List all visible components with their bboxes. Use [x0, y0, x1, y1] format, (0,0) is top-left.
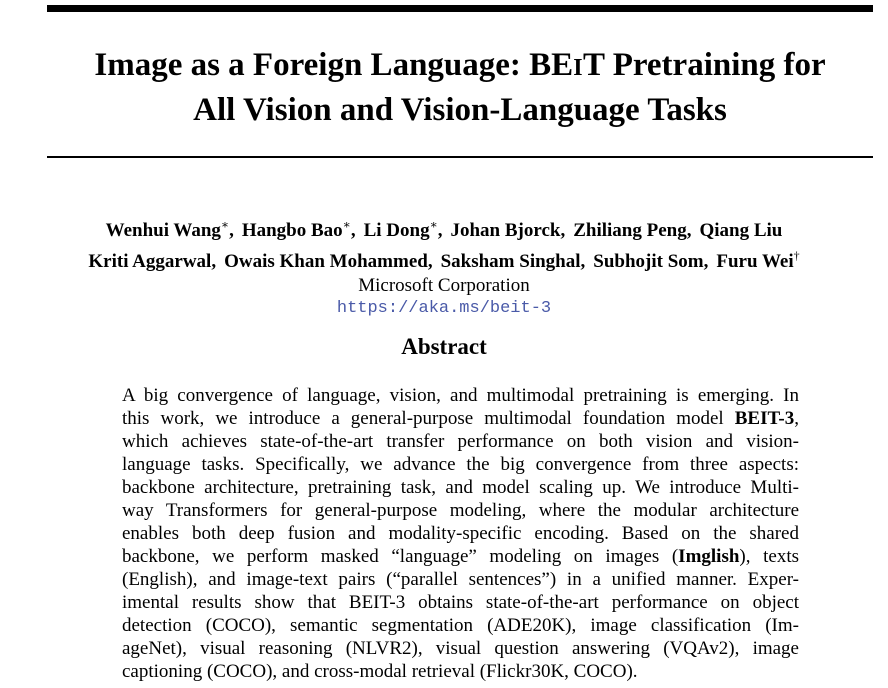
title-line1-a: Image as a Foreign Language: BE: [94, 47, 574, 83]
author-name: Owais Khan Mohammed,: [224, 250, 433, 272]
author-footnote-mark: ∗: [429, 218, 438, 232]
author-name: Wenhui Wang∗,: [105, 218, 234, 242]
paper-title: [47, 44, 873, 131]
abstract-text: this work, we introduce a general-purpose multimodal foundation model: [122, 408, 735, 429]
abstract-line: [122, 614, 799, 637]
author-footnote-mark: ∗: [342, 218, 351, 232]
abstract-line: [122, 591, 799, 614]
abstract-text: which achieves state-of-the-art transfer performance on both vision and vision-: [122, 431, 799, 452]
abstract-line: [122, 499, 799, 522]
author-name: Saksham Singhal,: [440, 250, 586, 272]
abstract-line: [122, 430, 799, 453]
title-line2: All Vision and Vision-Language Tasks: [193, 92, 727, 128]
abstract-text: captioning (COCO), and cross-modal retrieval (Flickr30K, COCO).: [122, 661, 638, 682]
title-line1-b: T Pretraining for: [583, 47, 826, 83]
author-footnote-mark: ∗: [220, 218, 230, 232]
abstract-line: [122, 476, 799, 499]
abstract-text: way Transformers for general-purpose modeling, where the modular architecture: [122, 500, 799, 521]
title-top-rule: [47, 5, 873, 12]
author-footnote-mark: †: [793, 248, 800, 263]
abstract-line: [122, 545, 799, 568]
abstract-line: [122, 407, 799, 430]
abstract-text: language tasks. Specifically, we advance the big convergence from three aspects:: [122, 454, 799, 475]
author-name: Furu Wei†: [716, 248, 800, 272]
author-block: [0, 213, 888, 320]
abstract-line: [122, 522, 799, 545]
abstract-text: ageNet), visual reasoning (NLVR2), visual question answering (VQAv2), image: [122, 638, 799, 659]
abstract-text: imental results show that BEIT-3 obtains state-of-the-art performance on object: [122, 592, 799, 613]
abstract-text: A big convergence of language, vision, and multimodal pretraining is emerging. In: [122, 385, 799, 406]
author-name: Hangbo Bao∗,: [241, 218, 356, 242]
abstract-text: enables both deep fusion and modality-specific encoding. Based on the shared: [122, 523, 799, 544]
abstract-text: detection (COCO), semantic segmentation (ADE20K), image classification (Im-: [122, 615, 799, 636]
abstract-line: [122, 637, 799, 660]
abstract-text: ,: [794, 408, 799, 429]
author-line-2: [0, 243, 888, 273]
abstract-line: [122, 568, 799, 591]
author-name: Qiang Liu: [699, 220, 783, 242]
abstract-text: backbone architecture, pretraining task, and model scaling up. We introduce Multi-: [122, 477, 799, 498]
abstract-text: ), texts: [739, 546, 799, 567]
abstract-emphasis: Imglish: [678, 546, 740, 567]
author-name: Li Dong∗,: [363, 218, 443, 242]
abstract-emphasis: BEIT-3: [734, 408, 795, 429]
abstract-line: [122, 453, 799, 476]
author-line-1: [0, 213, 888, 243]
title-bottom-rule: [47, 156, 873, 158]
abstract-line: [122, 384, 799, 407]
abstract-text: (English), and image-text pairs (“parallel sentences”) in a unified manner. Exper-: [122, 569, 799, 590]
title-line1-smallcap: I: [573, 55, 584, 81]
author-name: Johan Bjorck,: [450, 220, 566, 242]
abstract-line: [122, 660, 799, 683]
abstract-text: backbone, we perform masked “language” modeling on images (: [122, 546, 679, 567]
project-link[interactable]: https://aka.ms/beit-3: [336, 298, 552, 318]
author-name: Subhojit Som,: [593, 250, 709, 272]
affiliation: Microsoft Corporation: [358, 274, 530, 296]
abstract-heading: Abstract: [401, 334, 487, 359]
author-name: Kriti Aggarwal,: [88, 250, 217, 272]
author-name: Zhiliang Peng,: [573, 220, 692, 242]
abstract-body: [122, 384, 799, 683]
